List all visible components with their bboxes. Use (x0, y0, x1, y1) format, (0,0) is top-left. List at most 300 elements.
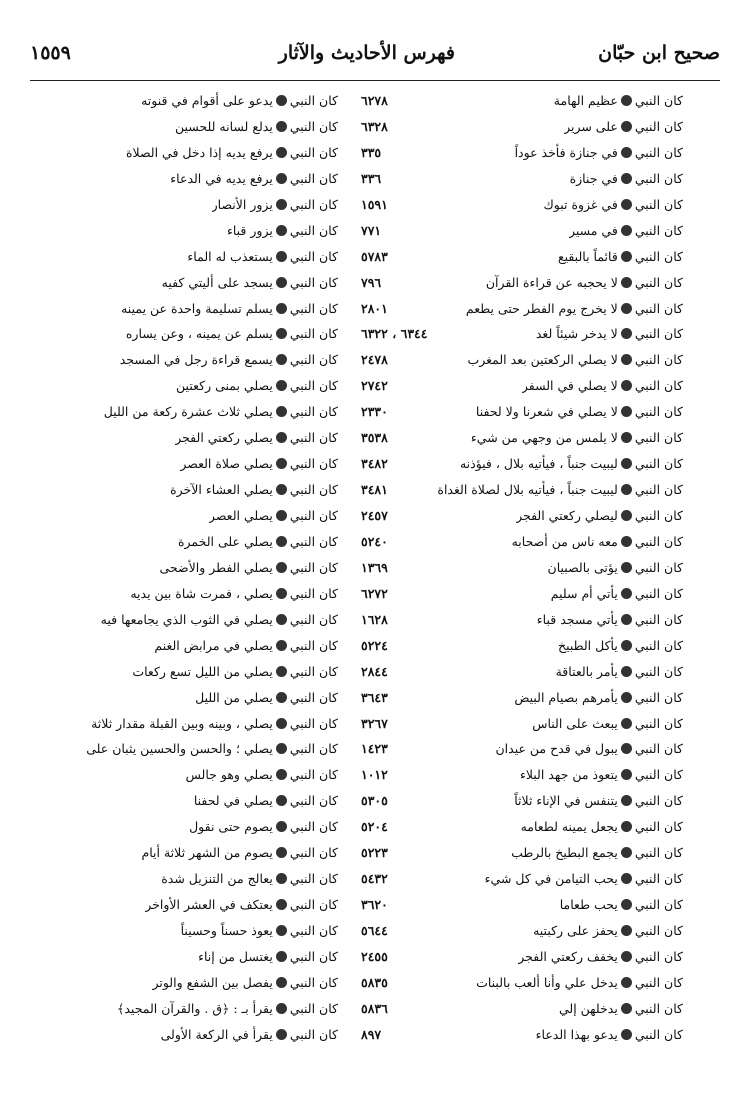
index-entry (353, 633, 683, 659)
index-entry (8, 88, 338, 114)
entry-prefix: كان النبي (289, 1000, 338, 1016)
hadith-number: ٥٢٤٠ (361, 533, 388, 549)
index-entry (353, 140, 683, 166)
index-entry (353, 88, 683, 114)
entry-text (476, 970, 683, 996)
entry-prefix: كان النبي (289, 222, 338, 238)
entry-prefix: كان النبي (289, 352, 338, 368)
entry-phrase: يقرأ في الركعة الأولى (160, 1026, 273, 1042)
entry-text (104, 399, 338, 425)
index-entry (353, 425, 683, 451)
entry-phrase: ليبيت جنباً ، فيأتيه بلال ، فيؤذنه (459, 456, 618, 472)
index-entry (8, 166, 338, 192)
entry-prefix: كان النبي (634, 897, 683, 913)
index-entry (8, 373, 338, 399)
index-entry (353, 996, 683, 1022)
entry-prefix: كان النبي (289, 871, 338, 887)
entry-prefix: كان النبي (289, 404, 338, 420)
salawat-seal-icon (621, 147, 632, 158)
entry-phrase: يأتي أم سليم (550, 585, 618, 601)
entry-text (132, 659, 338, 685)
entry-phrase: في جنازة فأخذ عوداً (514, 144, 618, 160)
entry-phrase: يحب التيامن في كل شيء (484, 871, 618, 887)
entry-phrase: يصلي ثلاث عشرة ركعة من الليل (103, 404, 273, 420)
entry-phrase: لا يحجبه عن قراءة القرآن (485, 274, 618, 290)
entry-phrase: يزور قباء (226, 222, 273, 238)
salawat-seal-icon (621, 873, 632, 884)
entry-phrase: يأمر بالعتاقة (555, 663, 618, 679)
salawat-seal-icon (276, 1003, 287, 1014)
entry-prefix: كان النبي (289, 378, 338, 394)
salawat-seal-icon (621, 432, 632, 443)
entry-prefix: كان النبي (289, 93, 338, 108)
index-entry (353, 788, 683, 814)
salawat-seal-icon (276, 666, 287, 677)
entry-phrase: في مسير (568, 222, 618, 238)
entry-text (466, 296, 683, 322)
entry-prefix: كان النبي (634, 819, 683, 835)
salawat-seal-icon (621, 225, 632, 236)
hadith-number: ٦٢٧٨ (361, 93, 388, 108)
entry-text (521, 814, 683, 840)
entry-text (180, 451, 338, 477)
entry-phrase: يصلي في مرابض الغنم (154, 637, 273, 653)
entry-phrase: يحفز على ركبتيه (533, 923, 618, 938)
salawat-seal-icon (276, 847, 287, 858)
entry-phrase: يحب طعاما (559, 897, 618, 913)
entry-prefix: كان النبي (634, 326, 683, 342)
index-entry (353, 892, 683, 918)
salawat-seal-icon (276, 769, 287, 780)
index-entry (353, 814, 683, 840)
entry-text (162, 270, 338, 296)
salawat-seal-icon (276, 199, 287, 210)
entry-text (512, 529, 683, 555)
hadith-number: ٢٤٥٥ (361, 948, 388, 964)
entry-text (194, 788, 338, 814)
entry-phrase: يصوم حتى نقول (189, 819, 273, 835)
index-entry (8, 140, 338, 166)
salawat-seal-icon (276, 951, 287, 962)
entry-text (227, 218, 338, 244)
entry-text (467, 347, 683, 373)
entry-prefix: كان النبي (634, 508, 683, 523)
index-entry (8, 659, 338, 685)
index-entry (353, 114, 683, 140)
salawat-seal-icon (276, 147, 287, 158)
index-entry (8, 270, 338, 296)
entry-phrase: يرفع يديه في الدعاء (170, 170, 273, 186)
entry-prefix: كان النبي (634, 118, 683, 134)
entry-phrase: يصلي العصر (208, 508, 273, 523)
entry-text (554, 88, 683, 114)
index-entry (353, 1022, 683, 1048)
hadith-number: ١٣٦٩ (361, 559, 388, 575)
salawat-seal-icon (621, 484, 632, 495)
entry-phrase: يدلع لسانه للحسين (174, 118, 273, 134)
entry-text (476, 399, 683, 425)
hadith-number: ٥٣٠٥ (361, 793, 388, 809)
index-entry (8, 321, 338, 347)
entry-text (514, 788, 683, 814)
salawat-seal-icon (621, 303, 632, 314)
salawat-seal-icon (276, 795, 287, 806)
hadith-number: ٢٤٥٧ (361, 508, 388, 523)
entry-prefix: كان النبي (289, 326, 338, 342)
entry-prefix: كان النبي (634, 222, 683, 238)
entry-prefix: كان النبي (634, 741, 683, 757)
entry-phrase: لا يصلي في شعرنا ولا لحفنا (475, 404, 618, 420)
index-entry (8, 503, 338, 529)
entry-prefix: كان النبي (634, 456, 683, 472)
entry-phrase: يصلي ، وبينه وبين القبلة مقدار ثلاثة (91, 715, 273, 731)
index-entry (353, 840, 683, 866)
index-entry (8, 192, 338, 218)
entry-phrase: يسلم عن يمينه ، وعن يساره (125, 326, 273, 342)
index-entry (8, 399, 338, 425)
salawat-seal-icon (621, 899, 632, 910)
entry-text (495, 736, 683, 762)
index-entry (353, 399, 683, 425)
index-entry (353, 244, 683, 270)
entry-phrase: يخفف ركعتي الفجر (518, 948, 618, 964)
entry-phrase: لا يدخر شيئاً لغد (535, 326, 618, 342)
salawat-seal-icon (276, 484, 287, 495)
entry-phrase: يدخلهن إلي (558, 1000, 618, 1016)
entry-prefix: كان النبي (289, 1026, 338, 1042)
entry-text (516, 503, 683, 529)
entry-prefix: كان النبي (289, 144, 338, 160)
entry-prefix: كان النبي (289, 689, 338, 705)
entry-text (515, 140, 683, 166)
entry-prefix: كان النبي (634, 845, 683, 861)
hadith-number: ٥٨٣٦ (361, 1000, 388, 1016)
index-entry (353, 762, 683, 788)
hadith-number: ٥٦٤٤ (361, 923, 388, 938)
entry-prefix: كان النبي (289, 793, 338, 809)
index-entry (8, 866, 338, 892)
hadith-number: ٥٢٢٣ (361, 845, 388, 861)
entry-text (518, 944, 683, 970)
salawat-seal-icon (276, 121, 287, 132)
salawat-seal-icon (276, 743, 287, 754)
hadith-number: ١٥٩١ (361, 196, 388, 212)
entry-prefix: كان النبي (289, 923, 338, 938)
entry-prefix: كان النبي (289, 611, 338, 627)
entry-prefix: كان النبي (634, 559, 683, 575)
salawat-seal-icon (621, 614, 632, 625)
entry-phrase: ليصلي ركعتي الفجر (516, 508, 618, 523)
index-entry (8, 788, 338, 814)
salawat-seal-icon (621, 354, 632, 365)
entry-text (176, 373, 338, 399)
entry-phrase: يسجد على أليتي كفيه (161, 274, 273, 290)
entry-text (126, 321, 338, 347)
entry-phrase: يصلي بمنى ركعتين (176, 378, 273, 394)
entry-text (117, 996, 338, 1022)
salawat-seal-icon (276, 95, 287, 106)
index-entry (353, 477, 683, 503)
entry-text (170, 166, 338, 192)
entry-phrase: يصوم من الشهر ثلاثة أيام (141, 845, 273, 861)
entry-text (551, 581, 683, 607)
entry-phrase: يجمع البطيخ بالرطب (511, 845, 618, 861)
index-entry (8, 944, 338, 970)
index-entry (353, 918, 683, 944)
salawat-seal-icon (621, 380, 632, 391)
entry-prefix: كان النبي (289, 300, 338, 316)
entry-text (558, 633, 683, 659)
entry-phrase: يجعل يمينه لطعامه (520, 819, 618, 835)
index-entry (353, 659, 683, 685)
hadith-number: ٣٢٦٧ (361, 715, 388, 731)
entry-phrase: لا يصلي الركعتين بعد المغرب (467, 352, 618, 368)
entry-prefix: كان النبي (634, 923, 683, 938)
index-entry (353, 685, 683, 711)
entry-phrase: عظيم الهامة (553, 93, 618, 108)
entry-phrase: يصلي في الثوب الذي يجامعها فيه (100, 611, 273, 627)
index-entry (8, 555, 338, 581)
entry-prefix: كان النبي (634, 93, 683, 108)
salawat-seal-icon (276, 899, 287, 910)
index-entry (353, 218, 683, 244)
entry-phrase: يصلي وهو جالس (185, 767, 273, 783)
entry-prefix: كان النبي (289, 974, 338, 990)
entry-phrase: يأتي مسجد قباء (536, 611, 618, 627)
index-entry (353, 711, 683, 737)
entry-text (121, 296, 338, 322)
entry-phrase: يعوذ حسناً وحسيناً (180, 923, 273, 938)
entry-text (154, 633, 338, 659)
hadith-number: ٢٧٤٢ (361, 378, 388, 394)
entry-prefix: كان النبي (289, 118, 338, 134)
entry-prefix: كان النبي (634, 767, 683, 783)
header-rule (30, 80, 720, 81)
entry-text (175, 114, 338, 140)
entry-prefix: كان النبي (289, 845, 338, 861)
hadith-number: ٧٩٦ (361, 274, 382, 290)
entry-phrase: يبول في قدح من عيدان (495, 741, 618, 757)
index-entry (353, 581, 683, 607)
entry-phrase: لا يصلي في السفر (521, 378, 618, 394)
index-entry (353, 503, 683, 529)
entry-prefix: كان النبي (289, 170, 338, 186)
salawat-seal-icon (276, 458, 287, 469)
index-title: فهرس الأحاديث والآثار (278, 42, 455, 64)
entry-phrase: يسلم تسليمة واحدة عن يمينه (121, 300, 273, 316)
entry-text (532, 711, 683, 737)
index-entry (8, 581, 338, 607)
entry-prefix: كان النبي (289, 767, 338, 783)
entry-prefix: كان النبي (634, 170, 683, 186)
index-entry (8, 477, 338, 503)
entry-prefix: كان النبي (634, 611, 683, 627)
entry-prefix: كان النبي (634, 948, 683, 964)
entry-prefix: كان النبي (289, 196, 338, 212)
entry-phrase: يدعو على أقوام في قنوته (141, 93, 273, 108)
entry-phrase: يسمع قراءة رجل في المسجد (119, 352, 273, 368)
entry-text (161, 866, 338, 892)
entry-prefix: كان النبي (634, 352, 683, 368)
salawat-seal-icon (621, 769, 632, 780)
entry-prefix: كان النبي (289, 819, 338, 835)
entry-text (559, 996, 683, 1022)
entry-text (460, 451, 683, 477)
index-entry (8, 996, 338, 1022)
entry-prefix: كان النبي (289, 637, 338, 653)
entry-text (511, 840, 683, 866)
index-entry (8, 347, 338, 373)
hadith-number: ٣٦٤٣ (361, 689, 388, 705)
entry-text (560, 892, 683, 918)
entry-prefix: كان النبي (289, 533, 338, 549)
hadith-number: ٣٣٦ (361, 170, 382, 186)
salawat-seal-icon (276, 692, 287, 703)
entry-text (152, 970, 338, 996)
entry-phrase: يؤتى بالصبيان (547, 559, 618, 575)
page-number: ١٥٥٩ (30, 42, 71, 64)
salawat-seal-icon (276, 1029, 287, 1040)
entry-phrase: يتنفس في الإناء ثلاثاً (514, 793, 618, 809)
book-title: صحيح ابن حبّان (598, 42, 720, 64)
hadith-number: ٣٤٨٢ (361, 456, 388, 472)
entry-phrase: يصلي صلاة العصر (180, 456, 273, 472)
entry-prefix: كان النبي (634, 378, 683, 394)
entry-text (558, 244, 683, 270)
entry-phrase: لا يلمس من وجهي من شيء (470, 430, 618, 446)
entry-prefix: كان النبي (634, 248, 683, 264)
hadith-number: ١٦٢٨ (361, 611, 388, 627)
entry-prefix: كان النبي (289, 948, 338, 964)
salawat-seal-icon (621, 821, 632, 832)
entry-prefix: كان النبي (634, 533, 683, 549)
entry-prefix: كان النبي (634, 637, 683, 653)
entry-phrase: يصلي من الليل (195, 689, 273, 705)
entry-prefix: كان النبي (289, 456, 338, 472)
entry-text (130, 581, 338, 607)
entry-prefix: كان النبي (289, 897, 338, 913)
index-entry (8, 218, 338, 244)
entry-phrase: في غزوة تبوك (543, 196, 618, 212)
index-entry (353, 607, 683, 633)
entry-text (485, 866, 683, 892)
index-entry (8, 296, 338, 322)
salawat-seal-icon (621, 640, 632, 651)
entry-text (170, 477, 338, 503)
salawat-seal-icon (621, 251, 632, 262)
entry-prefix: كان النبي (289, 274, 338, 290)
hadith-number: ٨٩٧ (361, 1026, 382, 1042)
entry-prefix: كان النبي (289, 508, 338, 523)
salawat-seal-icon (276, 614, 287, 625)
entry-phrase: يقرأ بـ : ﴿ق . والقرآن المجيد﴾ (117, 1000, 273, 1016)
salawat-seal-icon (276, 588, 287, 599)
page-header (30, 40, 720, 80)
entry-prefix: كان النبي (634, 404, 683, 420)
hadith-number: ٢٨٠١ (361, 300, 388, 316)
salawat-seal-icon (276, 510, 287, 521)
index-entry (353, 270, 683, 296)
index-entry (353, 321, 683, 347)
hadith-number: ١٤٢٣ (361, 741, 388, 757)
entry-text (537, 607, 683, 633)
entry-phrase: يدعو بهذا الدعاء (535, 1026, 618, 1042)
index-column-left (8, 88, 338, 1048)
entry-text (186, 762, 338, 788)
salawat-seal-icon (621, 951, 632, 962)
entry-text (141, 88, 338, 114)
hadith-number: ٢٣٣٠ (361, 404, 388, 420)
salawat-seal-icon (276, 873, 287, 884)
index-entry (353, 373, 683, 399)
entry-prefix: كان النبي (634, 974, 683, 990)
entry-text (161, 1022, 338, 1048)
salawat-seal-icon (276, 821, 287, 832)
entry-phrase: يصلي الفطر والأضحى (159, 559, 273, 575)
entry-phrase: يأمرهم بصيام البيض (514, 689, 618, 705)
entry-prefix: كان النبي (634, 300, 683, 316)
salawat-seal-icon (276, 562, 287, 573)
index-entry (353, 451, 683, 477)
entry-text (548, 555, 683, 581)
index-entry (353, 555, 683, 581)
index-entry (8, 970, 338, 996)
salawat-seal-icon (621, 510, 632, 521)
entry-text (160, 555, 339, 581)
entry-phrase: ليبيت جنباً ، فيأتيه بلال لصلاة الغداة (437, 482, 618, 498)
index-entry (8, 607, 338, 633)
index-entry (8, 451, 338, 477)
entry-phrase: يبعث على الناس (532, 715, 618, 731)
entry-text (181, 918, 338, 944)
salawat-seal-icon (621, 743, 632, 754)
entry-prefix: كان النبي (634, 196, 683, 212)
salawat-seal-icon (276, 925, 287, 936)
entry-prefix: كان النبي (289, 585, 338, 601)
salawat-seal-icon (276, 977, 287, 988)
index-entry (353, 866, 683, 892)
hadith-number: ٥٤٣٢ (361, 871, 388, 887)
index-entry (8, 711, 338, 737)
entry-phrase: يزور الأنصار (211, 196, 273, 212)
entry-text (533, 918, 683, 944)
hadith-number: ٦٢٧٢ (361, 585, 388, 601)
index-entry (8, 762, 338, 788)
entry-text (120, 347, 338, 373)
index-entry (353, 944, 683, 970)
salawat-seal-icon (276, 225, 287, 236)
entry-phrase: يعالج من التنزيل شدة (161, 871, 273, 887)
hadith-number: ٦٣٢٨ (361, 118, 388, 134)
salawat-seal-icon (621, 458, 632, 469)
entry-prefix: كان النبي (289, 741, 338, 757)
index-entry (353, 970, 683, 996)
salawat-seal-icon (621, 173, 632, 184)
index-entry (8, 114, 338, 140)
salawat-seal-icon (621, 588, 632, 599)
entry-text (178, 529, 338, 555)
entry-text (536, 1022, 683, 1048)
entry-phrase: معه ناس من أصحابه (511, 533, 618, 549)
entry-phrase: قائماً بالبقيع (557, 248, 618, 264)
entry-phrase: يصلي ، فمرت شاة بين يديه (130, 585, 273, 601)
entry-phrase: يرفع يديه إذا دخل في الصلاة (125, 144, 273, 160)
entry-prefix: كان النبي (289, 430, 338, 446)
entry-text (556, 659, 683, 685)
salawat-seal-icon (621, 847, 632, 858)
salawat-seal-icon (621, 977, 632, 988)
salawat-seal-icon (276, 536, 287, 547)
